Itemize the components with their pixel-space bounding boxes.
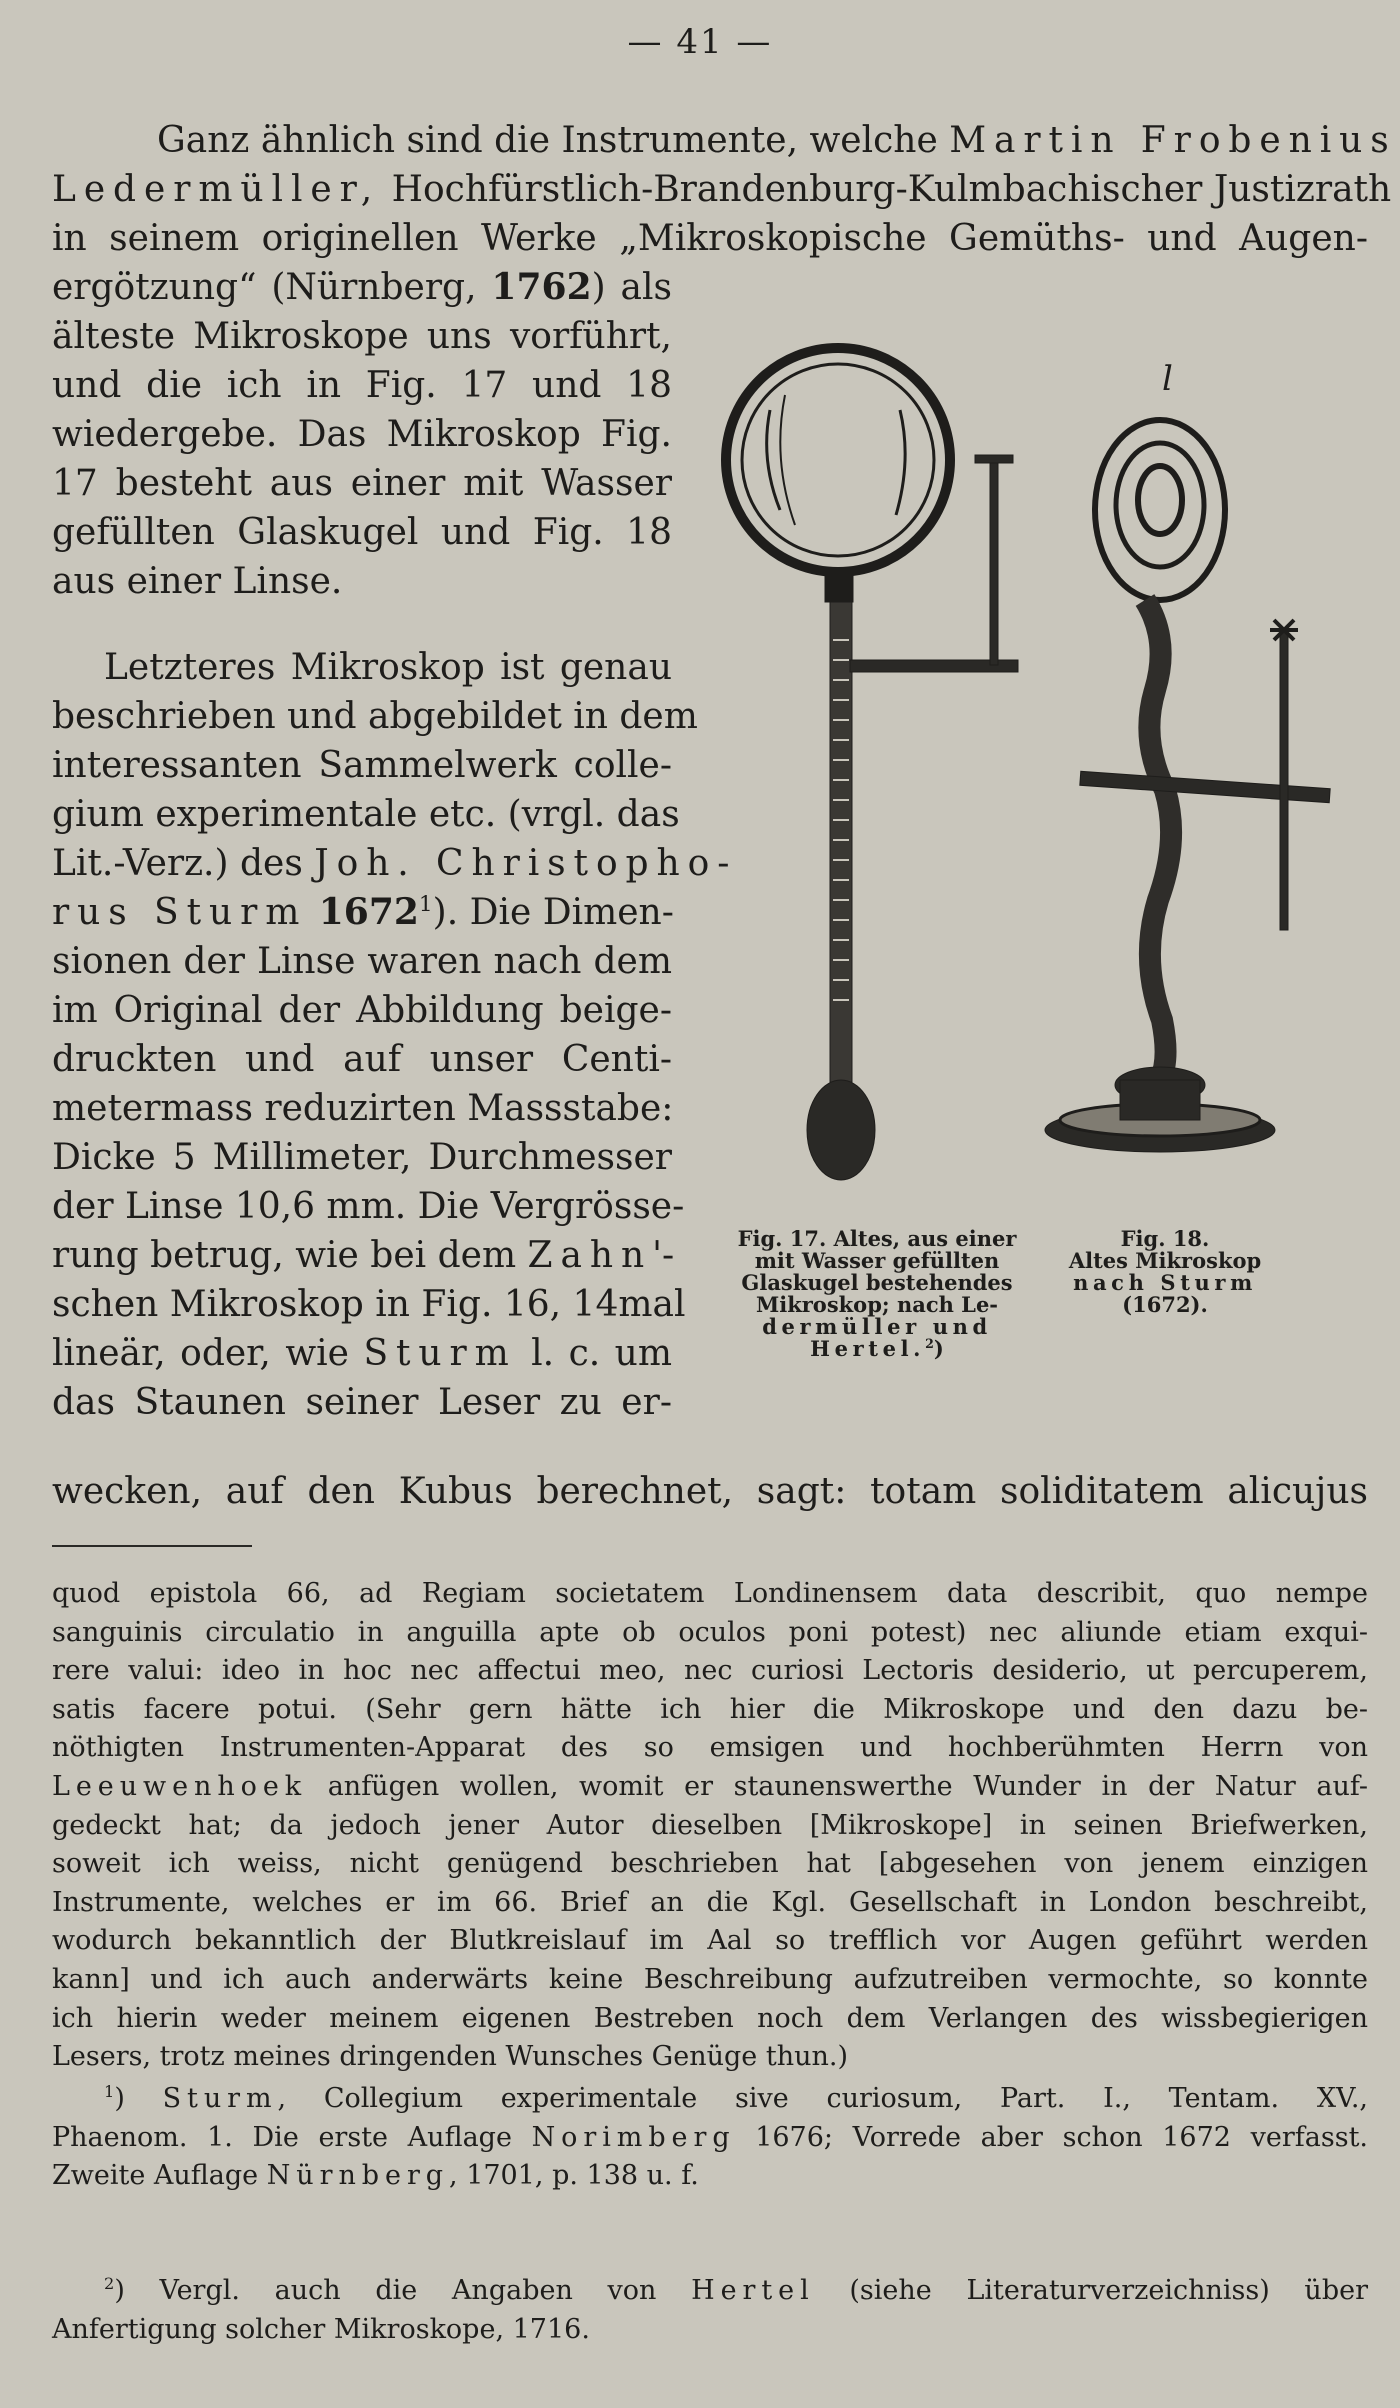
fig18-lens-microscope <box>1045 420 1330 1152</box>
paragraph-1-head <box>52 116 1397 263</box>
text-line: wiedergebe. Das Mikroskop Fig. <box>52 414 672 455</box>
microscope-illustrations <box>700 340 1360 1240</box>
text-line: Instrumente, welches er im 66. Brief an die Kgl. Gesellschaft in London beschreibt, <box>52 1886 1368 1918</box>
text-line: sionen der Linse waren nach dem <box>52 941 672 982</box>
text-line: der Linse 10,6 mm. Die Vergrösse- <box>52 1186 685 1227</box>
text-line: beschrieben und abgebildet in dem <box>52 696 698 737</box>
text-line: $^2$) Vergl. auch die Angaben von Hertel (siehe Literaturverzeichniss) über <box>104 2274 1368 2306</box>
text-line: Zweite Auflage Nürnberg, 1701, p. 138 u. f. <box>52 2160 699 2192</box>
text-line: Lit.-Verz.) des Joh. Christopho- <box>52 843 738 884</box>
text-line: $^1$) Sturm, Collegium experimentale sive curiosum, Part. I., Tentam. XV., <box>104 2082 1368 2114</box>
footnote-1 <box>52 2080 1368 2196</box>
caption-line: Fig. 17. Altes, aus einer <box>737 1226 1017 1251</box>
text-line: Leeuwenhoek anfügen wollen, womit er staunenswerthe Wunder in der Natur auf- <box>52 1770 1368 1802</box>
fig17-caption <box>712 1228 1042 1360</box>
text-line: und die ich in Fig. 17 und 18 <box>52 365 672 406</box>
text-line: in seinem originellen Werke „Mikroskopische Gemüths- und Augen- <box>52 218 1368 259</box>
caption-line: Altes Mikroskop <box>1068 1248 1262 1273</box>
text-line: Letzteres Mikroskop ist genau <box>104 647 672 688</box>
text-line: Phaenom. 1. Die erste Auflage Norimberg 1676; Vorrede aber schon 1672 verfasst. <box>52 2121 1368 2153</box>
page-number: — 41 — <box>627 22 773 62</box>
fig18-caption <box>1050 1228 1280 1316</box>
text-line: gefüllten Glaskugel und Fig. 18 <box>52 512 672 553</box>
paragraph-2-tail <box>52 1467 1368 1516</box>
text-line: rus Sturm 1672$^1$). Die Dimen- <box>52 891 674 933</box>
text-line: druckten und auf unser Centi- <box>52 1039 672 1080</box>
text-line: nöthigten Instrumenten-Apparat des so emsigen und hochberühmten Herrn von <box>52 1732 1368 1764</box>
caption-line: nach Sturm <box>1073 1270 1257 1295</box>
fig18-label: l <box>1162 359 1173 399</box>
paragraph-1-column <box>52 263 672 606</box>
text-line: sanguinis circulatio in anguilla apte ob oculos poni potest) nec aliunde etiam exqui- <box>52 1616 1368 1648</box>
caption-line: (1672). <box>1122 1292 1208 1317</box>
text-line: interessanten Sammelwerk colle- <box>52 745 672 786</box>
text-line: wecken, auf den Kubus berechnet, sagt: totam soliditatem alicujus <box>52 1471 1368 1512</box>
text-line: älteste Mikroskope uns vorführt, <box>52 316 672 357</box>
text-line: das Staunen seiner Leser zu er- <box>52 1382 672 1423</box>
text-line: Ganz ähnlich sind die Instrumente, welche Martin Frobenius <box>157 120 1397 161</box>
text-line: lineär, oder, wie Sturm l. c. um <box>52 1333 672 1374</box>
text-line: satis facere potui. (Sehr gern hätte ich hier die Mikroskope und den dazu be- <box>52 1693 1368 1725</box>
text-line: kann] und ich auch anderwärts keine Beschreibung aufzutreiben vermochte, so konnte <box>52 1963 1368 1995</box>
text-line: im Original der Abbildung beige- <box>52 990 672 1031</box>
text-line: 17 besteht aus einer mit Wasser <box>52 463 672 504</box>
text-line: Anfertigung solcher Mikroskope, 1716. <box>52 2313 590 2345</box>
footnote-continuation <box>52 1575 1368 2077</box>
figure-illustrations <box>700 340 1360 1240</box>
text-line: ich hierin weder meinem eigenen Bestreben noch dem Verlangen des wissbegierigen <box>52 2002 1368 2034</box>
caption-line: Mikroskop; nach Le- <box>755 1292 999 1317</box>
text-line: rere valui: ideo in hoc nec affectui meo, nec curiosi Lectoris desiderio, ut percuperem, <box>52 1655 1368 1687</box>
footnote-2 <box>52 2272 1368 2349</box>
text-line: gium experimentale etc. (vrgl. das <box>52 794 680 835</box>
text-line: Dicke 5 Millimeter, Durchmesser <box>52 1137 672 1178</box>
caption-line: Hertel.$^2$) <box>810 1336 944 1361</box>
text-line: gedeckt hat; da jedoch jener Autor dieselben [Mikroskope] in seinen Briefwerken, <box>52 1809 1368 1841</box>
fig17-globe-microscope <box>726 348 1018 1180</box>
text-line: Lesers, trotz meines dringenden Wunsches Genüge thun.) <box>52 2041 848 2073</box>
text-line: soweit ich weiss, nicht genügend beschrieben hat [abgesehen von jenem einzigen <box>52 1848 1368 1880</box>
footnote-rule <box>52 1545 252 1547</box>
text-line: schen Mikroskop in Fig. 16, 14mal <box>52 1284 686 1325</box>
paragraph-2-column <box>52 643 738 1427</box>
caption-line: mit Wasser gefüllten <box>754 1248 1000 1273</box>
text-line: Ledermüller, Hochfürstlich-Brandenburg-Kulmbachischer Justizrath <box>52 169 1392 210</box>
text-line: metermass reduzirten Massstabe: <box>52 1088 674 1129</box>
caption-line: Fig. 18. <box>1120 1226 1210 1251</box>
text-line: quod epistola 66, ad Regiam societatem Londinensem data describit, quo nempe <box>52 1578 1368 1609</box>
text-line: wodurch bekanntlich der Blutkreislauf im Aal so trefflich vor Augen geführt werden <box>52 1925 1368 1957</box>
text-line: aus einer Linse. <box>52 561 343 602</box>
caption-line: Glaskugel bestehendes <box>741 1270 1013 1295</box>
text-line: rung betrug, wie bei dem Zahn'- <box>52 1235 675 1276</box>
text-line: ergötzung“ (Nürnberg, 1762) als <box>52 266 672 308</box>
caption-line: dermüller und <box>762 1314 992 1339</box>
